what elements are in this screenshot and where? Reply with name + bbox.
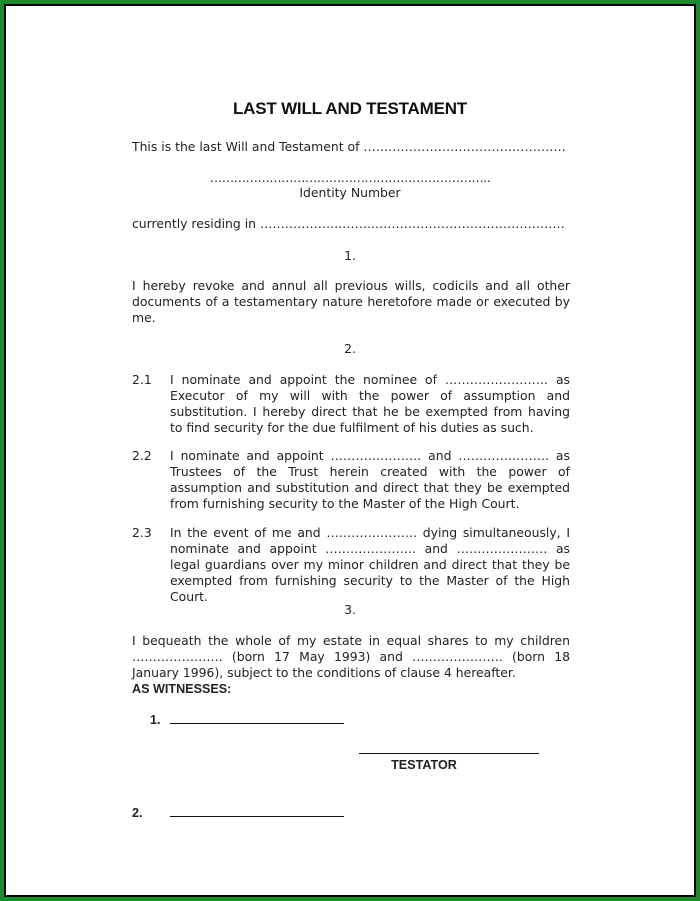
- testator-label: TESTATOR: [391, 758, 457, 772]
- identity-number-label: Identity Number: [299, 185, 401, 200]
- section-2-number: 2.: [344, 341, 356, 356]
- section-3-number: 3.: [344, 602, 356, 617]
- section-1-number: 1.: [344, 248, 356, 263]
- clause-2-1-number: 2.1: [132, 372, 152, 387]
- witness-1-number: 1.: [150, 713, 161, 727]
- clause-2-1-text: I nominate and appoint the nominee of ……………………. as Executor of my will with the power of assumption and substitution. I hereby direct that he be exempted from having to find security for the due fulfilment of his duties as such.: [170, 372, 570, 435]
- clause-2-3-number: 2.3: [132, 525, 152, 540]
- section-3-text: I bequeath the whole of my estate in equal shares to my children …………………. (born 17 May 1993) and …………………. (born 18 January 1996), subject to the conditions of clause 4 hereafter.: [132, 633, 570, 680]
- residing-line: currently residing in ………………..……..……………………………………….: [132, 216, 565, 231]
- document-title: LAST WILL AND TESTAMENT: [232, 99, 467, 118]
- witness-2-number: 2.: [132, 806, 143, 820]
- identity-number-blank: ……………………………………………………………..: [209, 170, 491, 185]
- section-1-text: I hereby revoke and annul all previous wills, codicils and all other documents of a testamentary nature heretofore made or executed by me.: [132, 278, 570, 325]
- intro-line: This is the last Will and Testament of ………………………………………….: [132, 139, 566, 154]
- clause-2-3-text: In the event of me and …………………. dying simultaneously, I nominate and appoint …………………. and …………………. as legal guardians over my minor children and direct that they be exempted from furnishing security to the Master of the High Court.: [170, 525, 570, 604]
- witness-1-signature-line: [170, 723, 344, 724]
- witnesses-label: AS WITNESSES:: [132, 682, 232, 696]
- clause-2-2-text: I nominate and appoint …………………. and …………………. as Trustees of the Trust herein created with the power of assumption and substitution and direct that they be exempted from furnishing security to the Master of the High Court.: [170, 448, 570, 511]
- witness-2-signature-line: [170, 816, 344, 817]
- testator-signature-line: [359, 753, 539, 754]
- clause-2-2-number: 2.2: [132, 448, 152, 463]
